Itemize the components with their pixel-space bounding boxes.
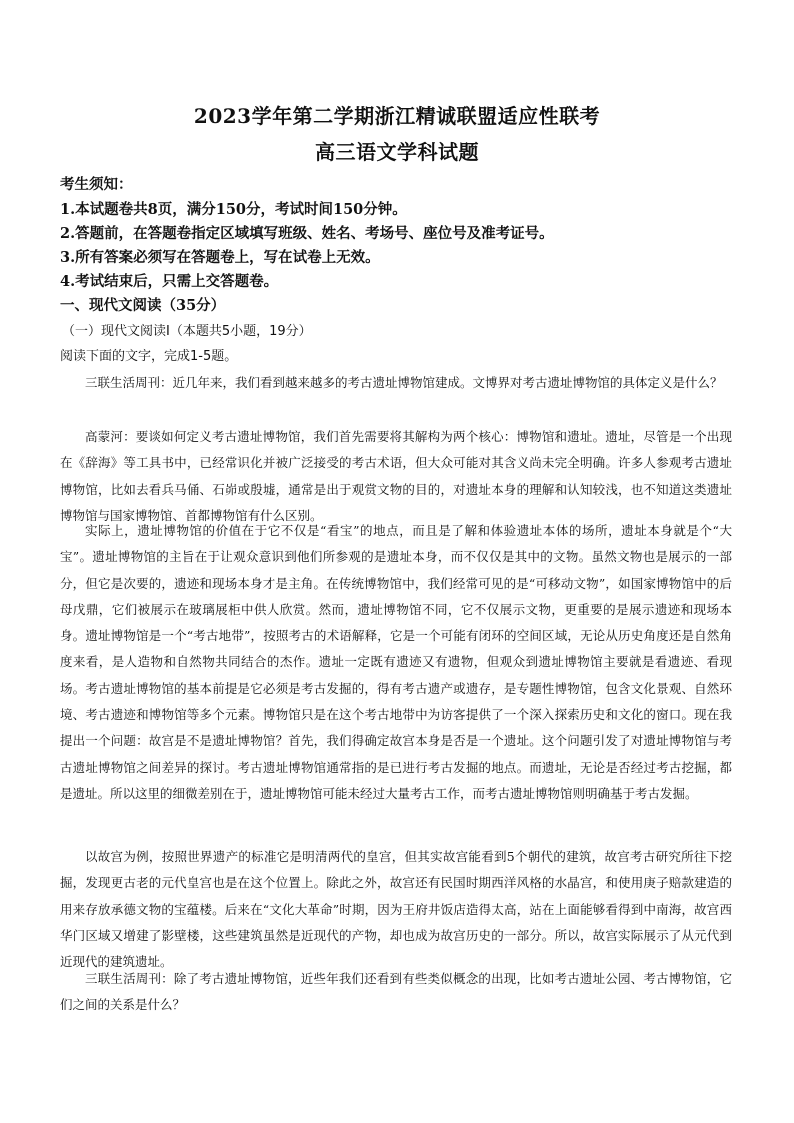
exam-title: 2023学年第二学期浙江精诚联盟适应性联考	[193, 104, 601, 128]
notice-heading: 考生须知：	[60, 176, 133, 193]
passage-paragraph: 高蒙河：要谈如何定义考古遗址博物馆，我们首先需要将其解构为两个核心：博物馆和遗址。遗址，尽管是一个出现在《辞海》等工具书中，已经常识化并被广泛接受的考古术语，但大众可能对其含义尚未完全明确。许多人参观考古遗址博物馆，比如去看兵马俑、石峁或殷墟，通常是出于观赏文物的目的，对遗址本身的理解和认知较浅，也不知道这类遗址博物馆与国家博物馆、首都博物馆有什么区别。	[60, 429, 732, 523]
notice-item: 1.本试题卷共8页，满分150分，考试时间150分钟。	[60, 201, 407, 218]
passage-paragraph: 三联生活周刊：近几年来，我们看到越来越多的考古遗址博物馆建成。文博界对考古遗址博物馆的具体定义是什么？	[85, 375, 723, 390]
passage-paragraph: 三联生活周刊：除了考古遗址博物馆，近些年我们还看到有些类似概念的出现，比如考古遗址公园、考古博物馆，它们之间的关系是什么？	[60, 971, 732, 1013]
section-title: 一、现代文阅读（35分）	[60, 297, 226, 314]
section-subtitle: （一）现代文阅读Ⅰ（本题共5小题，19分）	[62, 324, 312, 339]
notice-item: 4.考试结束后，只需上交答题卷。	[60, 273, 279, 290]
passage-paragraph: 以故宫为例，按照世界遗产的标准它是明清两代的皇宫，但其实故宫能看到5个朝代的建筑，故宫考古研究所往下挖掘，发现更古老的元代皇宫也是在这个位置上。除此之外，故宫还有民国时期西洋风格的水晶宫，和使用庚子赔款建造的用来存放承德文物的宝蕴楼。后来在“文化大革命”时期，因为王府井饭店造得太高，站在上面能够看得到中南海，故宫西华门区域又增建了影壁楼，这些建筑虽然是近现代的产物，却也成为故宫历史的一部分。所以，故宫实际展示了从元代到近现代的建筑遗址。	[60, 849, 732, 970]
reading-instruction: 阅读下面的文字，完成1-5题。	[60, 349, 238, 364]
passage-paragraph: 实际上，遗址博物馆的价值在于它不仅是“看宝”的地点，而且是了解和体验遗址本体的场所，遗址本身就是个“大宝”。遗址博物馆的主旨在于让观众意识到他们所参观的是遗址本身，而不仅仅是其中的文物。虽然文物也是展示的一部分，但它是次要的，遗迹和现场本身才是主角。在传统博物馆中，我们经常可见的是“可移动文物”，如国家博物馆中的后母戊鼎，它们被展示在玻璃展柜中供人欣赏。然而，遗址博物馆不同，它不仅展示文物，更重要的是展示遗迹和现场本身。遗址博物馆是一个“考古地带”，按照考古的术语解释，它是一个可能有闭环的空间区域，无论从历史角度还是自然角度来看，是人造物和自然物共同结合的杰作。遗址一定既有遗迹又有遗物，但观众到遗址博物馆主要就是看遗迹、看现场。考古遗址博物馆的基本前提是它必须是考古发掘的，得有考古遗产或遗存，是专题性博物馆，包含文化景观、自然环境、考古遗迹和博物馆等多个元素。博物馆只是在这个考古地带中为访客提供了一个深入探索历史和文化的窗口。现在我提出一个问题：故宫是不是遗址博物馆？首先，我们得确定故宫本身是否是一个遗址。这个问题引发了对遗址博物馆与考古遗址博物馆之间差异的探讨。考古遗址博物馆通常指的是已进行考古发掘的地点。而遗址，无论是否经过考古挖掘，都是遗址。所以这里的细微差别在于，遗址博物馆可能未经过大量考古工作，而考古遗址博物馆则明确基于考古发掘。	[60, 523, 732, 801]
notice-item: 2.答题前，在答题卷指定区域填写班级、姓名、考场号、座位号及准考证号。	[60, 225, 554, 242]
notice-item: 3.所有答案必须写在答题卷上，写在试卷上无效。	[60, 249, 380, 266]
exam-subtitle: 高三语文学科试题	[315, 140, 479, 164]
